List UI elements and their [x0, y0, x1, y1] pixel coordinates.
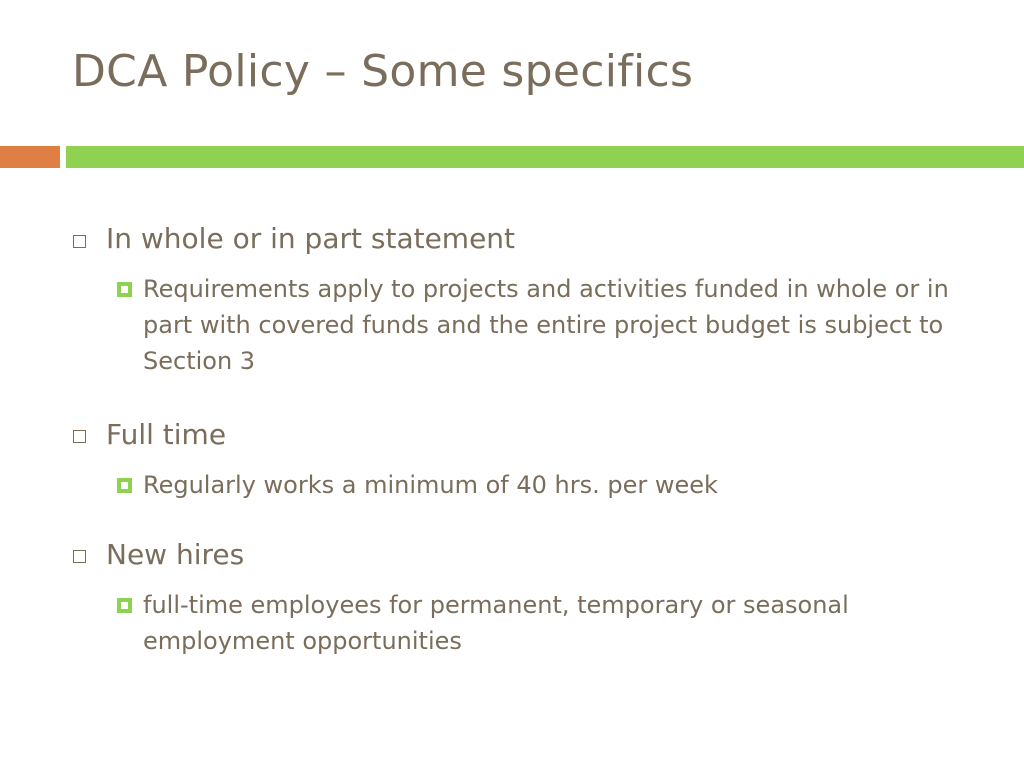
hollow-square-bullet-icon — [73, 235, 86, 248]
hollow-square-bullet-icon — [73, 430, 86, 443]
bullet-detail-full-time: Regularly works a minimum of 40 hrs. per week — [143, 471, 718, 499]
green-square-bullet-icon — [117, 478, 132, 493]
bullet-heading-full-time: Full time — [106, 418, 227, 451]
bullet-heading-new-hires: New hires — [106, 538, 245, 571]
bullet-detail-whole-or-part: Requirements apply to projects and activities funded in whole or in part with covered funds and the entire project budget is subject to Section 3 — [143, 275, 949, 375]
slide-title: DCA Policy – Some specifics — [72, 46, 694, 97]
accent-bar-green — [66, 146, 1024, 168]
accent-bar-orange — [0, 146, 60, 168]
green-square-bullet-icon — [117, 282, 132, 297]
hollow-square-bullet-icon — [73, 550, 86, 563]
green-square-bullet-icon — [117, 598, 132, 613]
bullet-detail-new-hires: full-time employees for permanent, temporary or seasonal employment opportunities — [143, 591, 849, 655]
bullet-heading-whole-or-part: In whole or in part statement — [106, 222, 516, 255]
